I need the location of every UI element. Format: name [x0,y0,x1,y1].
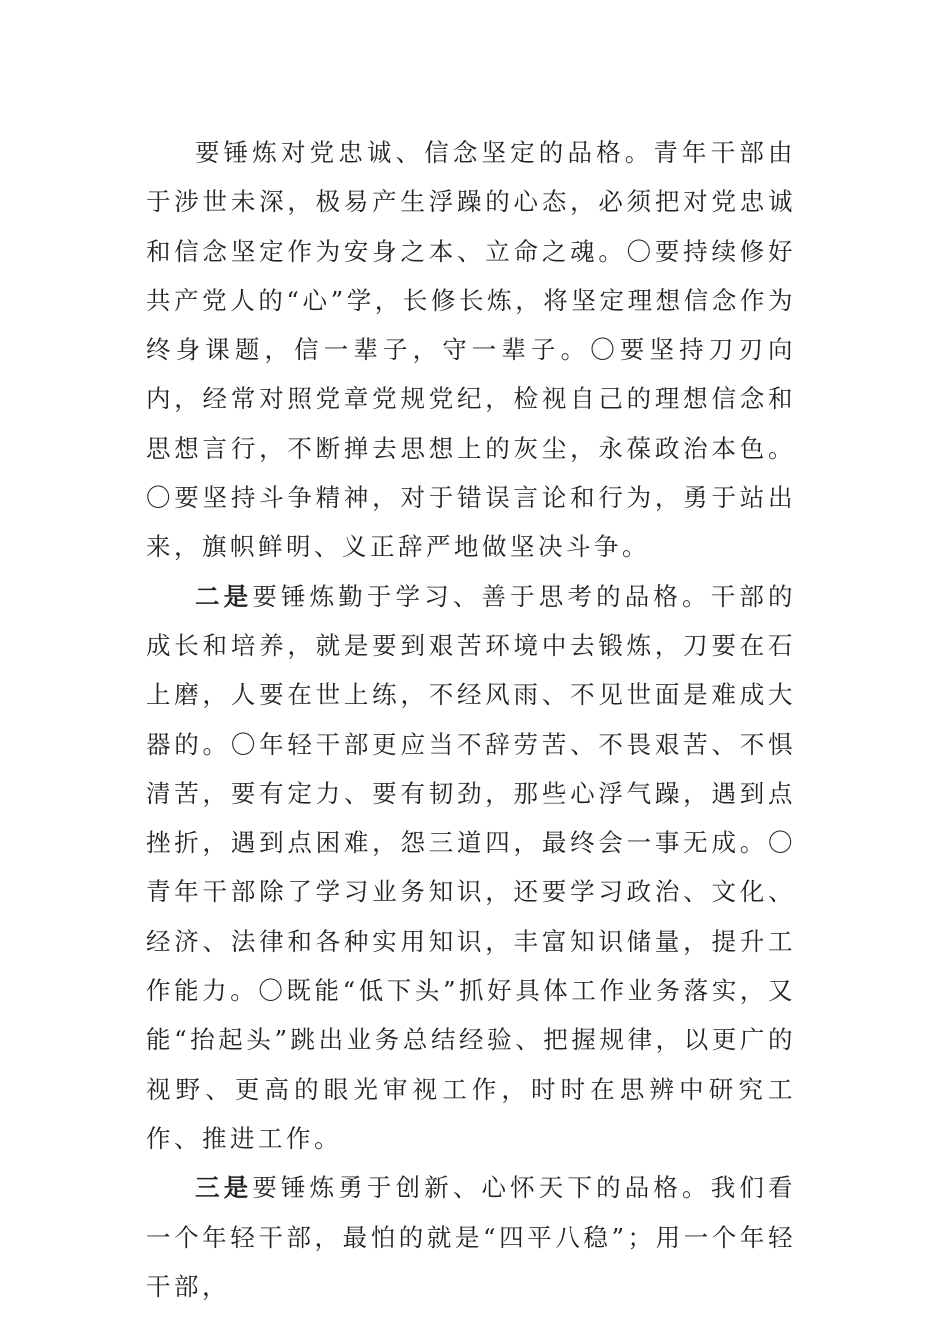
paragraph-3-text: 要锤炼勇于创新、心怀天下的品格。我们看一个年轻干部，最怕的就是“四平八稳”；用一个年轻干部， [146,1173,797,1301]
paragraph-2-lead: 二是 [195,581,253,611]
paragraph-3 [146,1163,796,1311]
paragraph-3-lead: 三是 [195,1173,253,1203]
paragraph-2 [146,572,796,1164]
paragraph-1 [146,128,796,572]
document-page [146,128,796,1311]
paragraph-1-text: 要锤炼对党忠诚、信念坚定的品格。青年干部由于涉世未深，极易产生浮躁的心态，必须把对党忠诚和信念坚定作为安身之本、立命之魂。〇要持续修好共产党人的“心”学，长修长炼，将坚定理想信念作为终身课题，信一辈子，守一辈子。〇要坚持刀刃向内，经常对照党章党规党纪，检视自己的理想信念和思想言行，不断掸去思想上的灰尘，永葆政治本色。〇要坚持斗争精神，对于错误言论和行为，勇于站出来，旗帜鲜明、义正辞严地做坚决斗争。 [146,138,796,562]
paragraph-2-text: 要锤炼勤于学习、善于思考的品格。干部的成长和培养，就是要到艰苦环境中去锻炼，刀要在石上磨，人要在世上练，不经风雨、不见世面是难成大器的。〇年轻干部更应当不辞劳苦、不畏艰苦、不惧清苦，要有定力、要有韧劲，那些心浮气躁，遇到点挫折，遇到点困难，怨三道四，最终会一事无成。〇青年干部除了学习业务知识，还要学习政治、文化、经济、法律和各种实用知识，丰富知识储量，提升工作能力。〇既能“低下头”抓好具体工作业务落实，又能“抬起头”跳出业务总结经验、把握规律，以更广的视野、更高的眼光审视工作，时时在思辨中研究工作、推进工作。 [146,581,797,1153]
